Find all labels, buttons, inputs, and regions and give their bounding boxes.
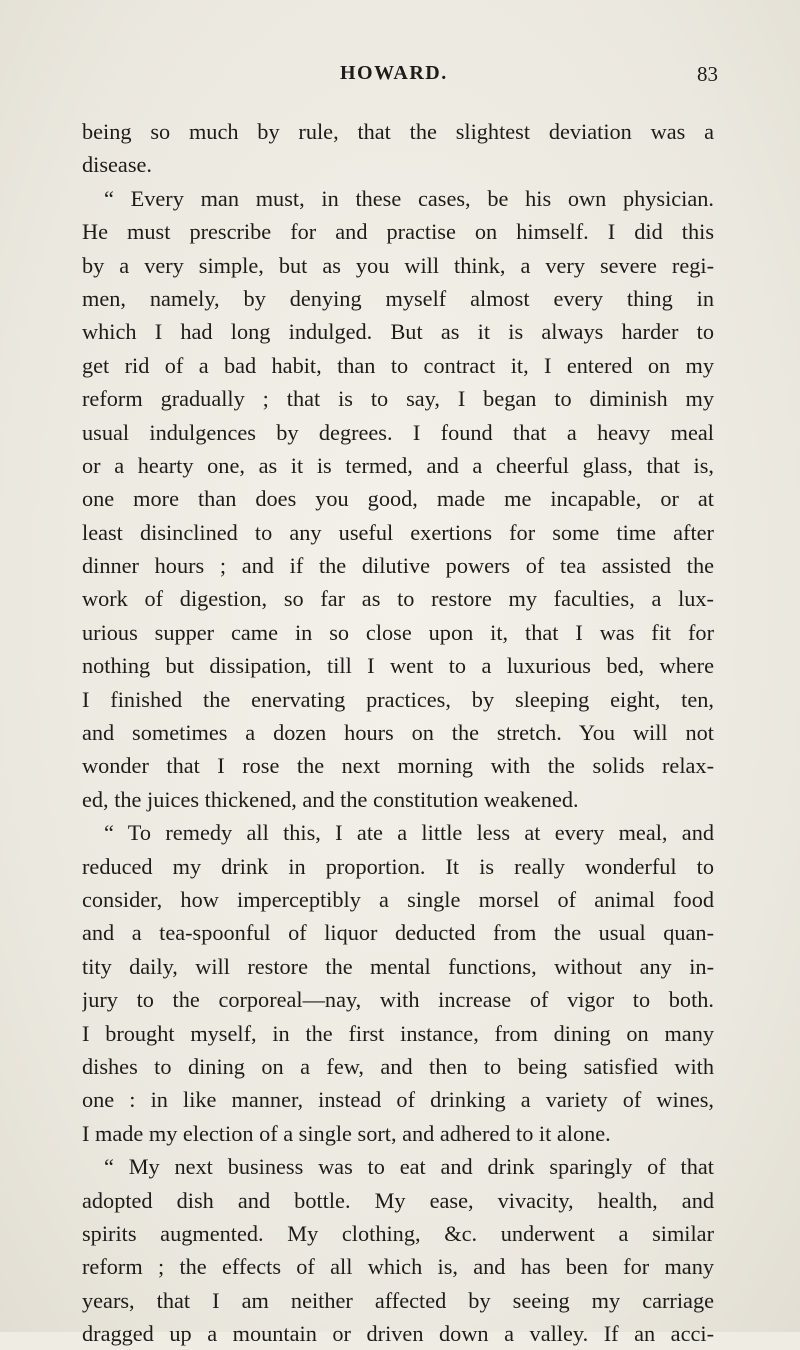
text-line: spirits augmented. My clothing, &c. underwent a similar xyxy=(82,1220,714,1246)
text-line: and a tea-spoonful of liquor deducted from the usual quan- xyxy=(82,920,714,946)
text-line: by a very simple, but as you will think, a very severe regi- xyxy=(82,252,714,278)
text-line: dishes to dining on a few, and then to being satisfied with xyxy=(82,1053,714,1079)
text-line: tity daily, will restore the mental functions, without any in- xyxy=(82,953,714,979)
running-head xyxy=(82,62,718,92)
text-line: “ Every man must, in these cases, be his own physician. xyxy=(104,185,714,211)
text-line: reform gradually ; that is to say, I began to diminish my xyxy=(82,386,714,412)
text-line: adopted dish and bottle. My ease, vivacity, health, and xyxy=(82,1187,714,1213)
text-line: ed, the juices thickened, and the constitution weakened. xyxy=(82,786,579,812)
text-line: consider, how imperceptibly a single morsel of animal food xyxy=(82,886,714,912)
text-line: jury to the corporeal—nay, with increase of vigor to both. xyxy=(82,987,714,1013)
text-line: He must prescribe for and practise on himself. I did this xyxy=(82,219,714,245)
text-line: which I had long indulged. But as it is always harder to xyxy=(82,319,714,345)
text-line: I brought myself, in the first instance, from dining on many xyxy=(82,1020,714,1046)
text-line: reform ; the effects of all which is, and has been for many xyxy=(82,1254,714,1280)
running-title: HOWARD. xyxy=(340,62,448,84)
text-line: years, that I am neither affected by seeing my carriage xyxy=(82,1287,714,1313)
text-line: reduced my drink in proportion. It is really wonderful to xyxy=(82,853,714,879)
text-line: one more than does you good, made me incapable, or at xyxy=(82,486,714,512)
text-line: or a hearty one, as it is termed, and a cheerful glass, that is, xyxy=(82,452,714,478)
text-line: usual indulgences by degrees. I found that a heavy meal xyxy=(82,419,714,445)
text-line: men, namely, by denying myself almost every thing in xyxy=(82,285,714,311)
text-line: wonder that I rose the next morning with the solids relax- xyxy=(82,753,714,779)
body-text xyxy=(82,115,714,1350)
text-line: and sometimes a dozen hours on the stretch. You will not xyxy=(82,720,714,746)
text-line: one : in like manner, instead of drinking a variety of wines, xyxy=(82,1087,714,1113)
text-line: nothing but dissipation, till I went to a luxurious bed, where xyxy=(82,653,714,679)
text-line: “ To remedy all this, I ate a little less at every meal, and xyxy=(104,820,714,846)
text-line: least disinclined to any useful exertions for some time after xyxy=(82,519,714,545)
text-line: disease. xyxy=(82,152,152,178)
text-line: I finished the enervating practices, by sleeping eight, ten, xyxy=(82,686,714,712)
text-line: “ My next business was to eat and drink sparingly of that xyxy=(104,1154,714,1180)
text-line: I made my election of a single sort, and adhered to it alone. xyxy=(82,1120,611,1146)
text-line: dinner hours ; and if the dilutive powers of tea assisted the xyxy=(82,553,714,579)
text-line: get rid of a bad habit, than to contract it, I entered on my xyxy=(82,352,714,378)
text-line: work of digestion, so far as to restore my faculties, a lux- xyxy=(82,586,714,612)
text-line: urious supper came in so close upon it, that I was fit for xyxy=(82,619,714,645)
text-line: dragged up a mountain or driven down a valley. If an acci- xyxy=(82,1321,714,1347)
text-line: being so much by rule, that the slightest deviation was a xyxy=(82,119,714,144)
page-number: 83 xyxy=(697,62,718,86)
